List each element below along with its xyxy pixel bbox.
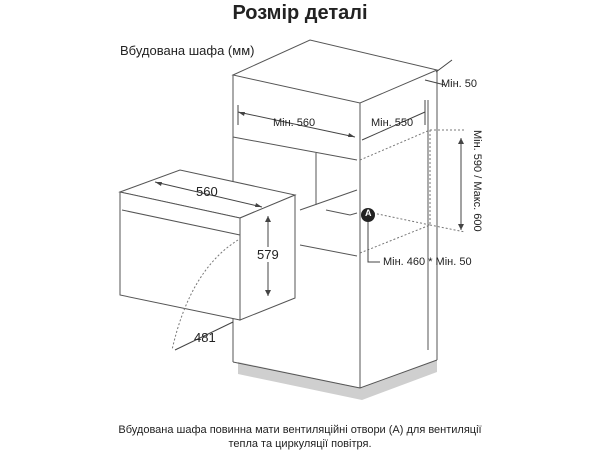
vent-marker-label: A [365, 208, 372, 218]
cabinet-width-label: Мін. 560 [273, 117, 316, 129]
page-title: Розмір деталі [232, 2, 368, 24]
note-line-2: тепла та циркуляції повітря. [228, 438, 372, 450]
note-line-1: Вбудована шафа повинна мати вентиляційні отвори (A) для вентиляції [118, 424, 482, 436]
oven-width-label: 560 [196, 184, 218, 199]
ventilation-note [0, 423, 600, 450]
oven-height-label: 579 [257, 247, 279, 262]
cabinet-height-label: Мін. 590 / Макс. 600 [471, 130, 483, 232]
door-depth-label: 481 [194, 330, 216, 345]
top-gap-label: Мін. 50 [441, 78, 478, 90]
cabinet-depth-label: Мін. 550 [371, 117, 414, 129]
cabinet-plinth [238, 360, 437, 400]
vent-size-label: Мін. 460 * Мін. 50 [383, 256, 472, 268]
subtitle: Вбудована шафа (мм) [120, 43, 255, 58]
